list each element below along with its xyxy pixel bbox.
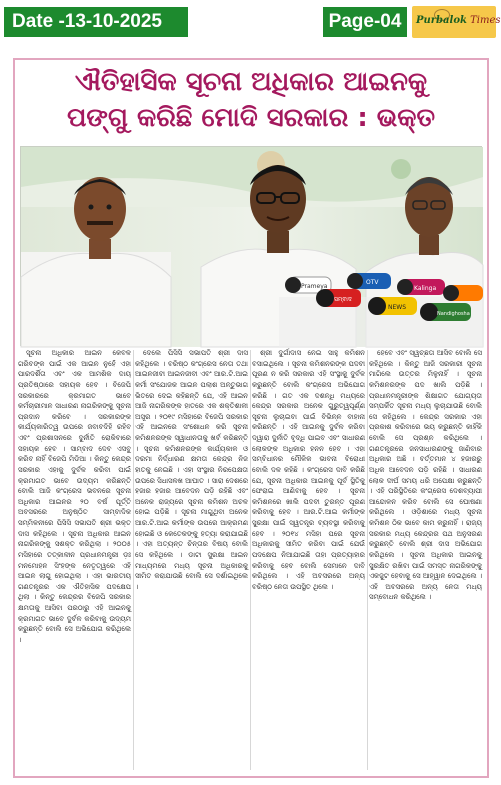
page-number-label: Page-04 bbox=[323, 7, 407, 37]
logo-word-2: Times bbox=[470, 15, 501, 26]
mic-label: ସମ୍ବାଦ bbox=[334, 296, 352, 303]
logo-word-1: Purbalok bbox=[416, 15, 467, 26]
article-body bbox=[18, 348, 484, 774]
page-header bbox=[0, 0, 500, 44]
article-column-1: ସୂଚନା ଅଧିକାର ଆଇନ କେବଳ ଗରିବଙ୍କ ପାଇଁ ଏକ ଆଇନ ନୁହେଁ ଏହା ପାରଦର୍ଶିତା ଏବଂ ଏକ ଆମଶିକ ଦାୟ ପ୍ରତିଷ୍ଠାରେ ସହାୟକ ହେବ । ବିଜେପି ସରକାରରେ କ୍ରମାଗତ ଭାବେ କର୍ମଚାରୀମାନ ସାଧାରଣ ନାଗରିକଙ୍କୁ ସୂଚନା ପ୍ରଦାନ କରିବେ । ସରକାରଙ୍କ କାର୍ଯ୍ୟକାରିତ୍ୱ ଉପରେ ଜବାବଦିହି ରହିବ ଏବଂ ପ୍ରଶାସନରେ ଦୁର୍ନୀତି ରୋକିବାରେ ସହାୟକ ହେବ । ସାମ୍ବାଦ ଦେବ ଏସବୁ କରିବ ନାହିଁ ବିଜେପି ମିଡିଆ । କିନ୍ତୁ କେନ୍ଦ୍ର ସରକାର ଏହାକୁ ଦୁର୍ବଳ କରିବା ପାଇଁ କ୍ରମାଗତ ଭାବେ ଉଦ୍ୟମ କରିଛନ୍ତି ବୋଲି ଆଜି କଂଗ୍ରେସ ଭବନରେ ସୂଚନା ଅଧିକାର ଆଇନର ୨୦ ବର୍ଷ ପୂର୍ତ୍ତି ଅବସରରେ ଅନୁଷ୍ଠିତ ସାମ୍ବାଦିକ ସମ୍ମିଳନୀରେ ପିସିସି ସଭାପତି ଶ୍ରୀ ଭକ୍ତ ଦାସ କହିଥିଲେ । ସୂଚନା ଅଧିକାର ଆଇନ ନାଗରିକଙ୍କୁ ସଶକ୍ତ କରିଥିଲା । ୨୦୦୫ ମସିହାରେ ତତ୍କାଳୀନ ପ୍ରଧାନମନ୍ତ୍ରୀ ଡ଼ଃ ମନମୋହନ ସିଂହଙ୍କ ନେତୃତ୍ୱରେ ଏହି ଆଇନ ଲାଗୁ ହୋଇଥିଲା । ଏହା ଭାରତୀୟ ଗଣତନ୍ତ୍ରର ଏକ ଐତିହାସିକ ପଦକ୍ଷେପ ଥିଲା । କିନ୍ତୁ କେନ୍ଦ୍ରର ବିଜେପି ସରକାର କ୍ଷମତାକୁ ଆସିବା ପରଠାରୁ ଏହି ଆଇନକୁ କ୍ରମାଗତ ଭାବେ ଦୁର୍ବଳ କରିବାକୁ ଉଦ୍ୟମ କରୁଛନ୍ତି ବୋଲି ସେ ଅଭିଯୋଗ କରିଥିଲେ । bbox=[18, 349, 131, 644]
press-conference-illustration bbox=[21, 147, 483, 347]
newspaper-logo bbox=[412, 6, 501, 38]
column-divider bbox=[250, 350, 251, 770]
headline-line-1: ଐତିହାସିକ ସୂଚନା ଅଧିକାର ଆଇନକୁ bbox=[74, 67, 428, 97]
mic-label: Kalinga bbox=[414, 285, 437, 292]
date-label: Date -13-10-2025 bbox=[4, 7, 188, 37]
mic-label: NEWS bbox=[388, 304, 407, 311]
headline-line-2: ପଙ୍ଗୁ କରିଛି ମୋଦି ସରକାର : ଭକ୍ତ bbox=[66, 103, 436, 133]
article-column-4: ହେବେ ଏବଂ ସ୍ୱଚ୍ଛତା ଆସିବ ବୋଲି ସେ କହିଥିଲେ । କିନ୍ତୁ ଆଜି ସରକାରୀ ସୂଚନା ମାଗିଲେ ଉତ୍ତର ମିଳୁନାହିଁ । ସୂଚନା କମିଶନରଙ୍କ ପଦ ଖାଲି ପଡ଼ିଛି । ପ୍ରଧାନମନ୍ତ୍ରୀଙ୍କ ଶିକ୍ଷାଗତ ଯୋଗ୍ୟତା ସମ୍ପର୍କିତ ସୂଚନା ମଧ୍ୟ ଲୁଚାଯାଉଛି ବୋଲି ସେ କହିଥିଲେ । କେନ୍ଦ୍ର ସରକାର ଏହା ପ୍ରକାଶ କରିବାରେ ଭୟ କରୁଛନ୍ତି କାହିଁକି ବୋଲି ସେ ପ୍ରଶ୍ନ କରିଥିଲେ । ଗଣତନ୍ତ୍ରରେ ଜନସାଧାରଣଙ୍କୁ ଜାଣିବାର ଅଧିକାର ଅଛି । ବର୍ତ୍ତମାନ ୪ ହଜାରରୁ ଅଧିକ ଆବେଦନ ପଡ଼ି ରହିଛି । ସାଧାରଣ ଲୋକ ଦୀର୍ଘ ସମୟ ଧରି ଅପେକ୍ଷା କରୁଛନ୍ତି । ଏହି ପରିସ୍ଥିତିରେ କଂଗ୍ରେସ ଦେଶବ୍ୟାପୀ ଆନ୍ଦୋଳନ କରିବ ବୋଲି ସେ ଘୋଷଣା କରିଥିଲେ । ଓଡ଼ିଶାରେ ମଧ୍ୟ ସୂଚନା କମିଶନ ଠିକ ଭାବେ କାମ କରୁନାହିଁ । ରାଜ୍ୟ ସରକାର ମଧ୍ୟ କେନ୍ଦ୍ରର ପଥ ଅନୁସରଣ କରୁଛନ୍ତି ବୋଲି ଶ୍ରୀ ଦାସ ଅଭିଯୋଗ କରିଥିଲେ । ସୂଚନା ଅଧିକାର ଆଇନକୁ ସୁରକ୍ଷିତ ରଖିବା ପାଇଁ ସମସ୍ତ ନାଗରିକଙ୍କୁ ଏକଜୁଟ ହେବାକୁ ସେ ଆହ୍ୱାନ ଦେଇଥିଲେ । ଏହି ଅବସରରେ ଅନ୍ୟ ନେତା ମଧ୍ୟ ସମ୍ବୋଧନ କରିଥିଲେ । bbox=[369, 349, 482, 602]
column-divider bbox=[133, 350, 134, 770]
press-conference-photo bbox=[20, 146, 482, 346]
mic-label: Nandighosha bbox=[437, 311, 470, 317]
column-divider bbox=[367, 350, 368, 770]
mic-label: Prameya bbox=[301, 283, 328, 290]
logo-text bbox=[416, 15, 501, 26]
mic-label: OTV bbox=[366, 279, 379, 286]
microphone-icon bbox=[443, 285, 483, 301]
article-column-2: ଦେଲେ ପିସିସି ସଭାପତି ଶ୍ରୀ ଦାସ କହିଥିଲେ । ବରିଷ୍ଠ କଂଗ୍ରେସ ନେତା ତଥା ଆଇନଜୀବୀ ଆଇନଜୀବୀ ଏବଂ ଆର.ଟି.ଆଇ କର୍ମୀ ସଂଯୋଜକ ଆଇନ ପଲାଶ ଅନ୍ତୁଭାଗ ଭିତରେ ଦେଇ କହିଛନ୍ତି ଯେ, ଏହି ଆଇନ ଆଜି ନାଗରିକଙ୍କ ହାତରେ ଏକ ଶକ୍ତିଶାଳୀ ଅସ୍ତ୍ର । ୨୦୧୯ ମସିହାରେ ବିଜେପି ସରକାର ଏହି ଆଇନରେ ସଂଶୋଧନ କରି ସୂଚନା କମିଶନରଙ୍କ ସ୍ୱାଧୀନତାକୁ ଖର୍ବ କରିଛନ୍ତି । ସୂଚନା କମିଶନରଙ୍କ କାର୍ଯ୍ୟକାଳ ଓ ଦରମା ନିର୍ଦ୍ଧାରଣ କ୍ଷମତା କେନ୍ଦ୍ର ନିଜ ହାତକୁ ନେଇଛି । ଏହା ସଂସ୍ଥାର ନିରପେକ୍ଷତା ଉପରେ ସିଧାସଳଖ ଆଘାତ । ସାରା ଦେଶରେ ହଜାର ହଜାର ଆବେଦନ ପଡ଼ି ରହିଛି ଏବଂ ଅନେକ ରାଜ୍ୟରେ ସୂଚନା କମିଶନ ଅଚଳ ହୋଇ ପଡ଼ିଛି । ସୂଚନା ମାଗୁଥିବା ଅନେକ ଆର.ଟି.ଆଇ କର୍ମୀଙ୍କ ଉପରେ ଆକ୍ରମଣ ହୋଇଛି ଓ କେତେକଙ୍କୁ ହତ୍ୟା କରାଯାଇଛି । ଏହା ଅତ୍ୟନ୍ତ ଚିନ୍ତାର ବିଷୟ ବୋଲି ସେ କହିଥିଲେ । ଡାଟା ସୁରକ୍ଷା ଆଇନ ମାଧ୍ୟମରେ ମଧ୍ୟ ସୂଚନା ଅଧିକାରକୁ ସୀମିତ କରାଯାଉଛି ବୋଲି ସେ ଦର୍ଶାଇଥିଲେ । bbox=[135, 349, 248, 591]
article-column-3: ଶ୍ରୀ ଦୁର୍ଗାଦାସ ନେଇ ସାହୁ କମିଶନ ବସାଇଥିଲେ । ସୂଚନା କମିଶନରଙ୍କ ପଦବୀ ପୂରଣ ନ କରି ସରକାର ଏହି ସଂସ୍ଥାକୁ ଦୁର୍ବଳ କରୁଛନ୍ତି ବୋଲି କଂଗ୍ରେସ ଅଭିଯୋଗ କରିଛି । ଗତ ଏକ ଦଶନ୍ଧି ମଧ୍ୟରେ କେନ୍ଦ୍ର ସରକାର ଅନେକ ଗୁରୁତ୍ୱପୂର୍ଣ୍ଣ ସୂଚନା ଲୁଚାଇବା ପାଇଁ ବିଭିନ୍ନ ବାହାନା କରିଛନ୍ତି । ଏହି ଆଇନକୁ ଦୁର୍ବଳ କରିବା ଦ୍ୱାରା ଦୁର୍ନୀତି ବୃଦ୍ଧି ପାଇବ ଏବଂ ସାଧାରଣ ଲୋକଙ୍କ ଅଧିକାର ହନନ ହେବ । ଏହା ସମ୍ବିଧାନର ମୌଳିକ ଭାବନା ବିରୋଧୀ ବୋଲି ଦଳ କହିଛି । କଂଗ୍ରେସ ଦାବି କରିଛି ଯେ, ସୂଚନା ଅଧିକାର ଆଇନକୁ ପୂର୍ବ ସ୍ଥିତିକୁ ଫେରାଇ ଆଣିବାକୁ ହେବ । ସୂଚନା କମିଶନରେ ଖାଲି ପଦବୀ ତୁରନ୍ତ ପୂରଣ କରିବାକୁ ହେବ । ଆର.ଟି.ଆଇ କର୍ମୀଙ୍କ ସୁରକ୍ଷା ପାଇଁ ସ୍ୱତନ୍ତ୍ର ବ୍ୟବସ୍ଥା କରିବାକୁ ହେବ । ୨୦୧୪ ମସିହା ପରେ ସୂଚନା ଅଧିକାରକୁ ସୀମିତ କରିବା ପାଇଁ ଯେଉଁ ପଦକ୍ଷେପ ନିଆଯାଇଛି ତାହା ପ୍ରତ୍ୟାହାର କରିବାକୁ ହେବ ବୋଲି ସେମାନେ ଦାବି କରିଥିଲେ । ଏହି ଅବସରରେ ଅନ୍ୟ ବରିଷ୍ଠ ନେତା ଉପସ୍ଥିତ ଥିଲେ । bbox=[252, 349, 365, 591]
article-headline bbox=[16, 64, 486, 140]
